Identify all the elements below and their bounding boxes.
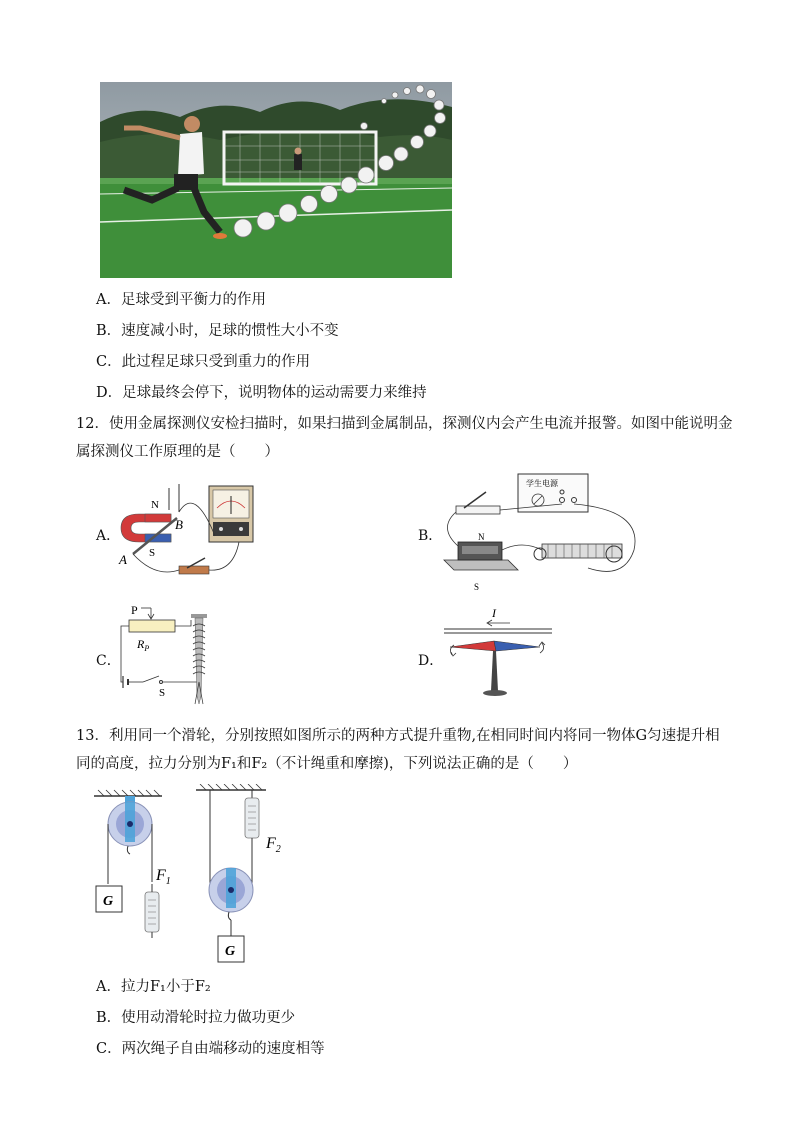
rheostat-r-label: $R_P$ — [137, 637, 150, 653]
q12-option-b-label[interactable]: B． — [418, 528, 443, 544]
q12-option-a-label[interactable]: A． — [96, 528, 121, 544]
magnet-b-s-label: S — [474, 582, 480, 592]
option-text: 足球最终会停下，说明物体的运动需要力来维持 — [122, 385, 427, 401]
option-text: 速度减小时，足球的惯性大小不变 — [121, 323, 339, 339]
q13-option-a[interactable] — [96, 977, 211, 997]
force-f2-label: $F_2$ — [266, 835, 281, 855]
q11-option-a[interactable] — [96, 290, 266, 310]
option-letter: A． — [96, 979, 121, 995]
force-f1-label: $F_1$ — [156, 867, 171, 887]
q13-stem-line1: 13．利用同一个滑轮，分别按照如图所示的两种方式提升重物,在相同时间内将同一物体G匀速提升相 — [76, 728, 720, 744]
q13-option-c[interactable] — [96, 1039, 325, 1059]
q12-stem-line2: 属探测仪工作原理的是（ ） — [76, 444, 279, 460]
option-text: 此过程足球只受到重力的作用 — [121, 354, 311, 370]
option-text: 拉力F₁小于F₂ — [120, 979, 211, 995]
q13-pulley-figure — [90, 784, 300, 964]
q11-option-b[interactable] — [96, 321, 339, 341]
switch-s-label: S — [159, 687, 166, 699]
weight-g-label-1: G — [103, 894, 114, 909]
magnet-n-label: N — [151, 499, 159, 511]
q12-figure-d — [438, 605, 558, 705]
magnet-b-n-label: N — [478, 532, 485, 542]
point-b-label: B — [175, 517, 183, 532]
option-text: 足球受到平衡力的作用 — [120, 292, 266, 308]
point-a-label: A — [119, 552, 127, 567]
option-letter: A． — [96, 292, 121, 308]
magnet-s-label: S — [149, 547, 156, 559]
option-text: 使用动滑轮时拉力做功更少 — [121, 1010, 296, 1026]
q13-option-b[interactable] — [96, 1008, 295, 1028]
q12-stem — [76, 410, 746, 466]
weight-g-label-2: G — [225, 944, 236, 959]
q11-option-c[interactable] — [96, 352, 310, 372]
q12-option-c-label[interactable]: C． — [96, 653, 121, 669]
option-letter: B． — [96, 323, 122, 339]
q12-stem-line1: 12．使用金属探测仪安检扫描时，如果扫描到金属制品，探测仪内会产生电流并报警。如图中能说明金 — [76, 416, 733, 432]
q11-option-d[interactable] — [96, 383, 427, 403]
current-i-label: I — [492, 606, 496, 620]
q12-option-d-label[interactable]: D． — [418, 653, 444, 669]
rheostat-p-label: P — [131, 603, 138, 617]
option-letter: D． — [96, 385, 123, 401]
q12-figure-b — [438, 470, 648, 595]
option-letter: B． — [96, 1010, 122, 1026]
option-text: 两次绳子自由端移动的速度相等 — [121, 1041, 325, 1057]
q12-figure-c — [115, 600, 225, 710]
power-supply-label: 学生电源 — [526, 479, 558, 488]
option-letter: C． — [96, 354, 122, 370]
soccer-kick-photo — [100, 82, 452, 278]
q12-figure-a — [115, 482, 265, 582]
q13-stem — [76, 722, 746, 778]
option-letter: C． — [96, 1041, 122, 1057]
q13-stem-line2: 同的高度，拉力分别为F₁和F₂（不计绳重和摩擦)，下列说法正确的是（ ） — [76, 756, 578, 772]
